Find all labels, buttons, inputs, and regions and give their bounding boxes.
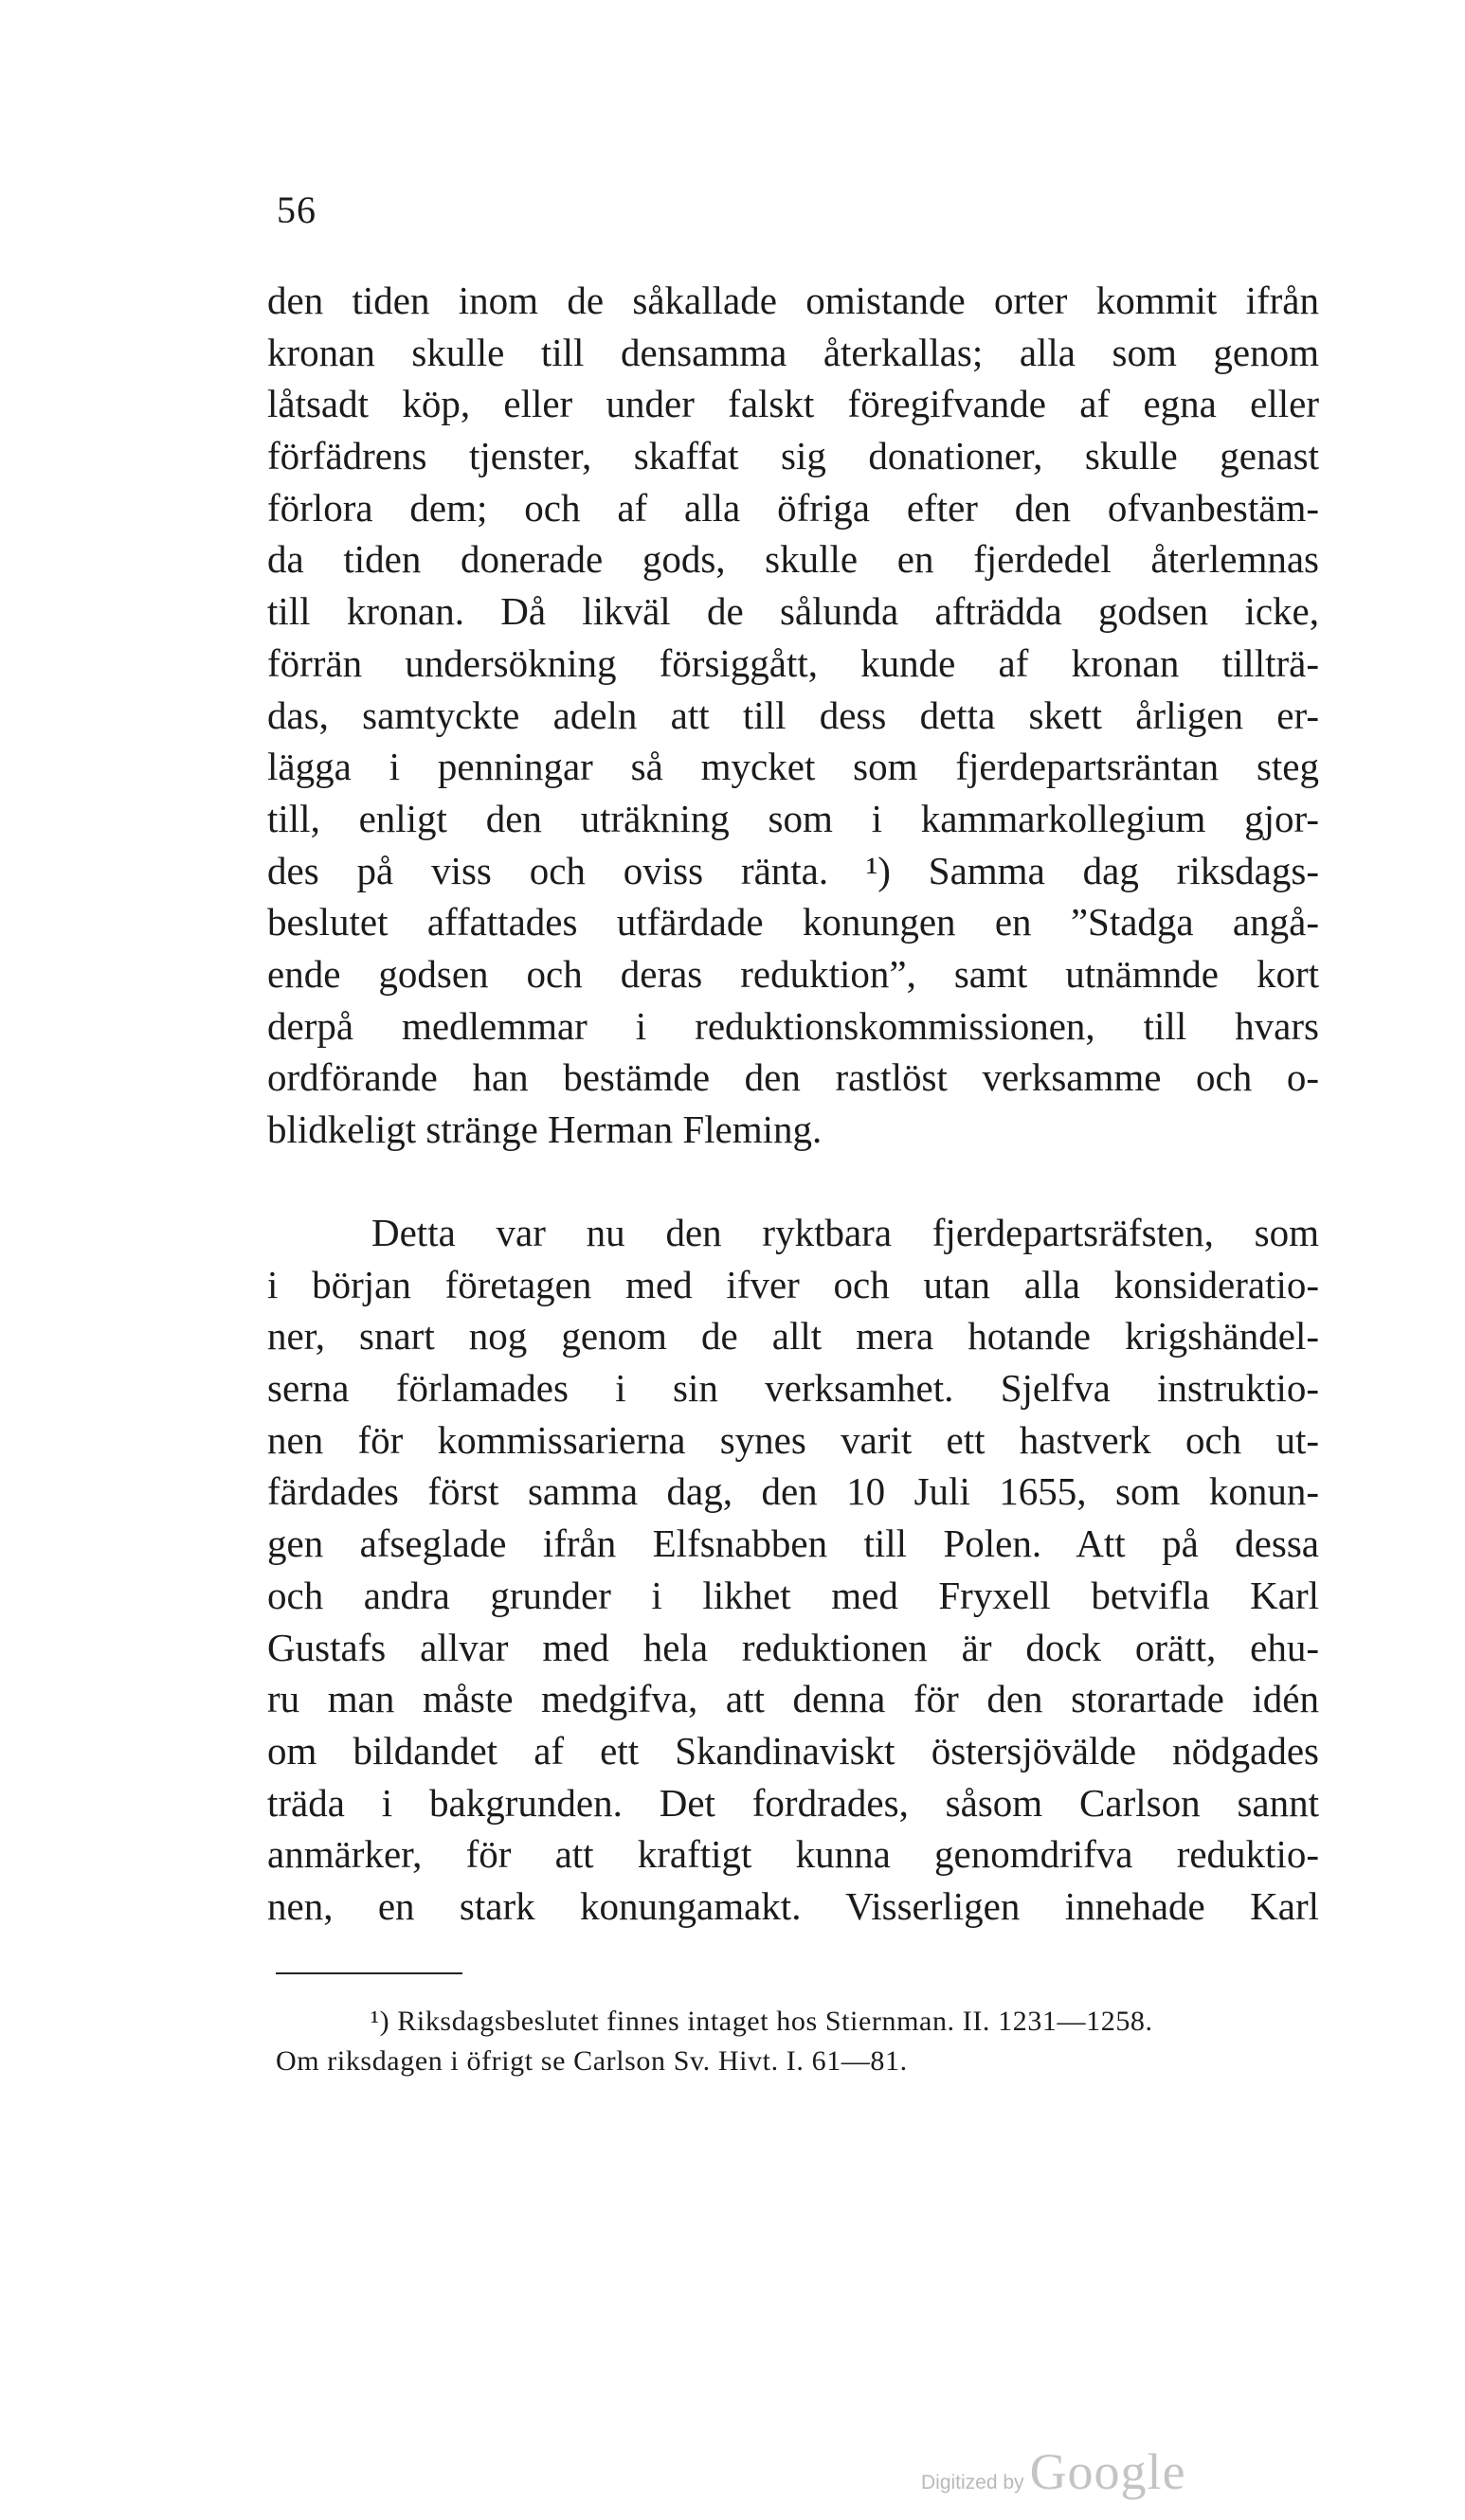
watermark-prefix: Digitized by — [921, 2472, 1024, 2493]
text-line: nen, en stark konungamakt. Visserligen innehade Karl — [267, 1883, 1319, 1928]
text-line: färdades först samma dag, den 10 Juli 1655, som konun- — [267, 1469, 1319, 1514]
text-line: blidkeligt stränge Herman Fleming. — [267, 1107, 823, 1151]
footnote-rule — [276, 1972, 462, 1974]
paragraph-1 — [267, 275, 1319, 1156]
text-line: ordförande han bestämde den rastlöst verksamme och o- — [267, 1055, 1319, 1100]
paragraph-2 — [267, 1207, 1319, 1933]
google-logo: Google — [1029, 2443, 1186, 2500]
text-line: kronan skulle till densamma återkallas; alla som genom — [267, 330, 1319, 374]
text-line: derpå medlemmar i reduktionskommissionen, till hvars — [267, 1003, 1319, 1048]
footnote-line: ¹) Riksdagsbeslutet finnes intaget hos Stiernman. II. 1231—1258. — [371, 2006, 1153, 2037]
text-line: förlora dem; och af alla öfriga efter den ofvanbestäm- — [267, 485, 1319, 530]
text-line: ner, snart nog genom de allt mera hotande krigshändel- — [267, 1314, 1319, 1359]
text-line: förrän undersökning försiggått, kunde af kronan tillträ- — [267, 640, 1319, 685]
text-line: träda i bakgrunden. Det fordrades, såsom Carlson sannt — [267, 1780, 1319, 1825]
text-line: serna förlamades i sin verksamhet. Sjelfva instruktio- — [267, 1366, 1319, 1411]
text-line: gen afseglade ifrån Elfsnabben till Polen. Att på dessa — [267, 1521, 1319, 1566]
text-line: och andra grunder i likhet med Fryxell betvifla Karl — [267, 1573, 1319, 1617]
text-line: das, samtyckte adeln att till dess detta skett årligen er- — [267, 693, 1319, 737]
footnote-line: Om riksdagen i öfrigt se Carlson Sv. Hivt. I. 61—81. — [276, 2045, 908, 2077]
text-line: i början företagen med ifver och utan alla konsideratio- — [267, 1262, 1319, 1306]
text-line: om bildandet af ett Skandinaviskt östersjövälde nödgades — [267, 1728, 1319, 1773]
text-line: till, enligt den uträkning som i kammarkollegium gjor- — [267, 796, 1319, 840]
text-line: beslutet affattades utfärdade konungen en ”Stadga angå- — [267, 900, 1319, 945]
text-line: Gustafs allvar med hela reduktionen är dock orätt, ehu- — [267, 1625, 1319, 1669]
footnotes — [276, 2002, 1328, 2081]
text-line: da tiden donerade gods, skulle en fjerdedel återlemnas — [267, 537, 1319, 582]
text-line: des på viss och oviss ränta. ¹) Samma dag riksdags- — [267, 848, 1319, 892]
text-line: lägga i penningar så mycket som fjerdepartsräntan steg — [267, 745, 1319, 789]
text-line: Detta var nu den ryktbara fjerdepartsräfsten, som — [371, 1211, 1319, 1254]
text-line: förfädrens tjenster, skaffat sig donationer, skulle genast — [267, 434, 1319, 478]
text-line: ru man måste medgifva, att denna för den storartade idén — [267, 1677, 1319, 1721]
text-line: den tiden inom de såkallade omistande orter kommit ifrån — [267, 279, 1319, 322]
digitized-by-watermark — [921, 2442, 1186, 2499]
text-line: ende godsen och deras reduktion”, samt utnämnde kort — [267, 951, 1319, 996]
text-line: nen för kommissarierna synes varit ett hastverk och ut- — [267, 1417, 1319, 1462]
text-line: låtsadt köp, eller under falskt föregifvande af egna eller — [267, 382, 1319, 426]
page-number: 56 — [277, 189, 317, 231]
text-line: till kronan. Då likväl de sålunda afträdda godsen icke, — [267, 589, 1319, 634]
text-line: anmärker, för att kraftigt kunna genomdrifva reduktio- — [267, 1832, 1319, 1877]
